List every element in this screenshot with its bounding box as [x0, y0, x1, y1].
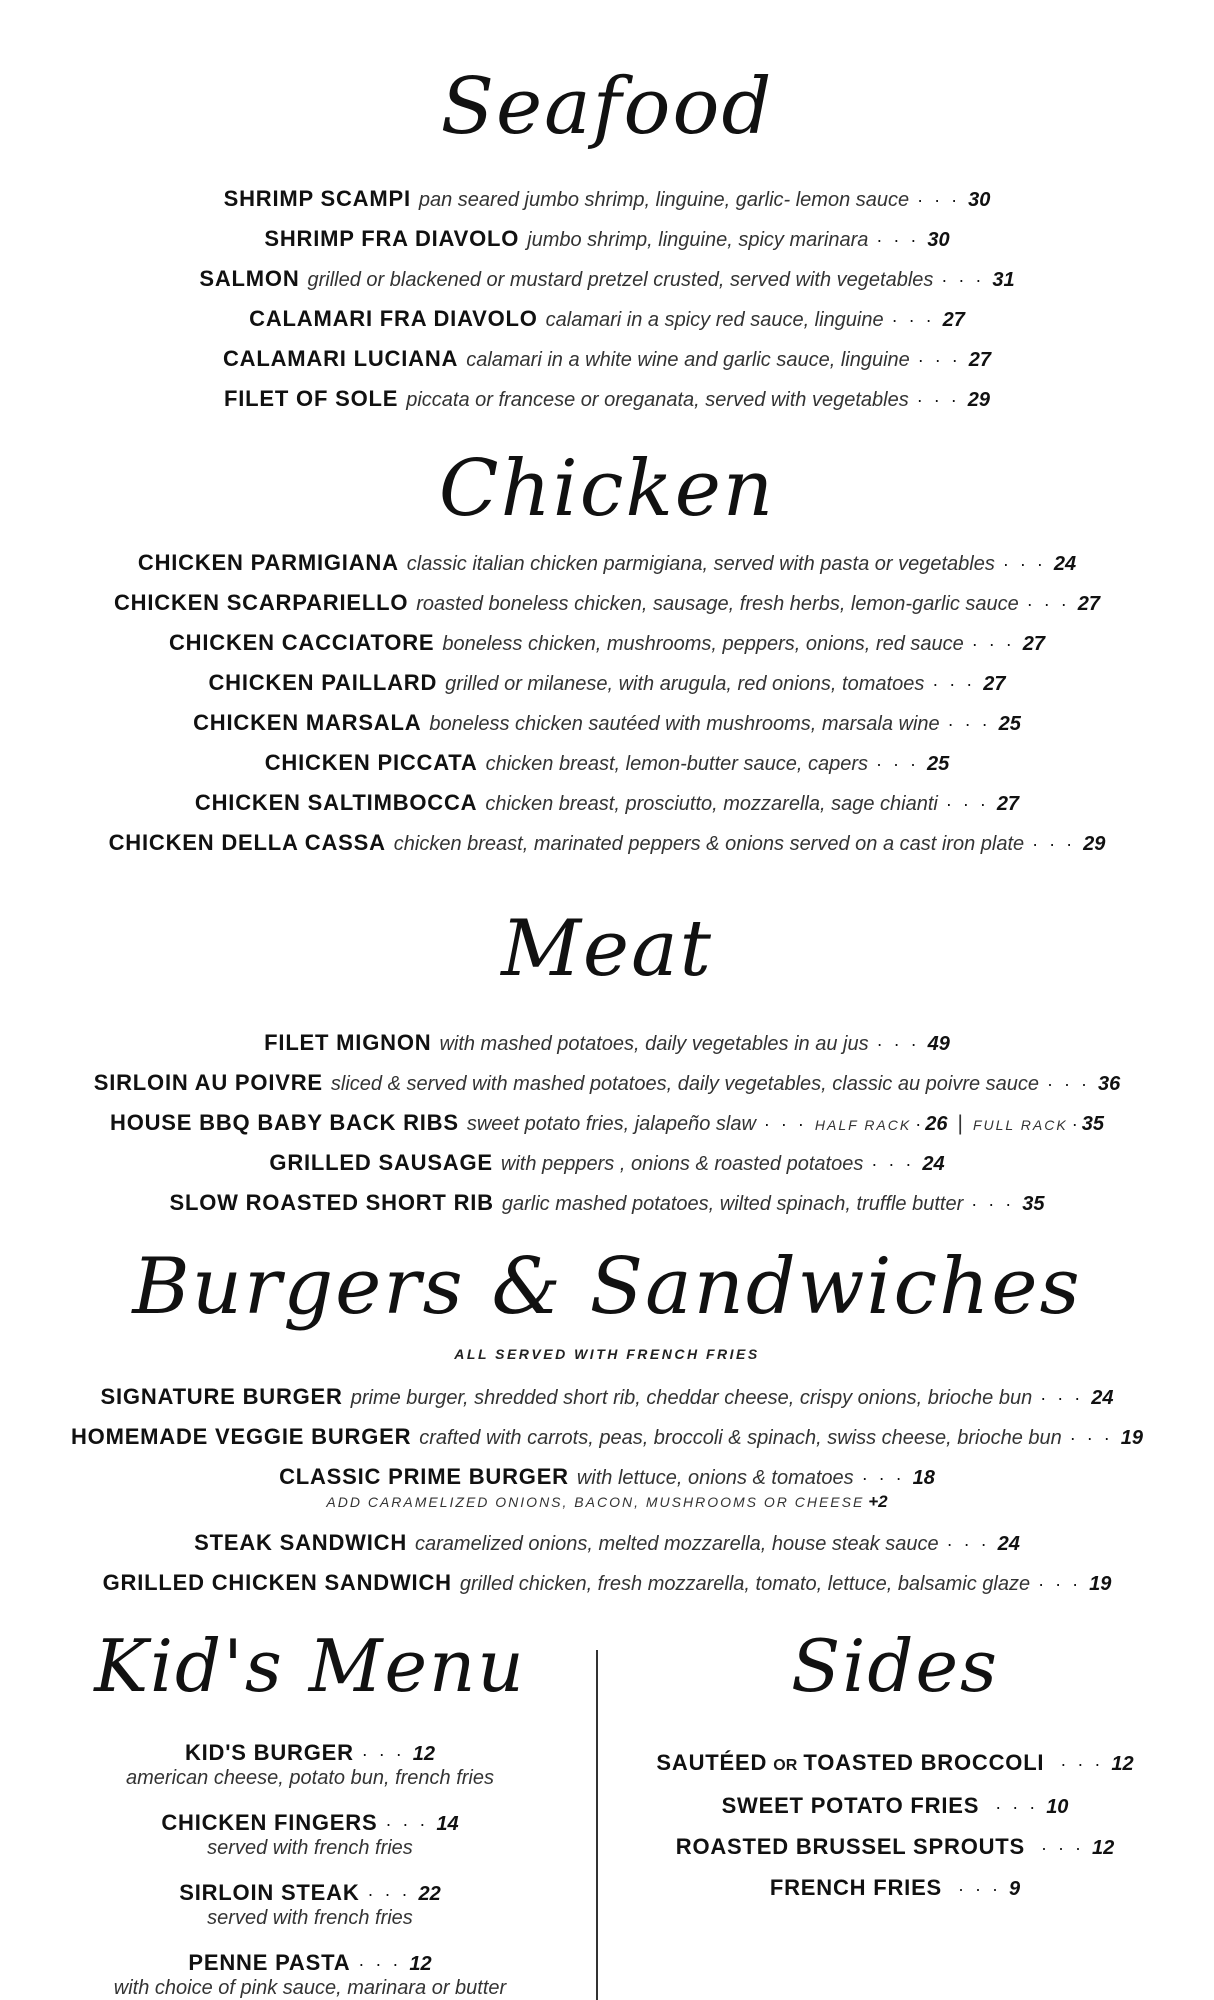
item-dots: · · ·: [385, 1814, 429, 1834]
item-description: classic italian chicken parmigiana, served with pasta or vegetables: [406, 553, 995, 575]
item-dots: · · ·: [367, 1884, 411, 1904]
item-dots: · · ·: [358, 1954, 402, 1974]
item-price: 27: [942, 309, 965, 331]
menu-item: [0, 184, 1214, 215]
item-description: boneless chicken sautéed with mushrooms, marsala wine: [429, 713, 940, 735]
seafood-title: Seafood: [440, 62, 774, 152]
item-dots: · · ·: [763, 1114, 807, 1134]
item-name-part2: TOASTED BROCCOLI: [803, 1750, 1045, 1775]
addon-price: +2: [868, 1492, 888, 1511]
item-description: sweet potato fries, jalapeño slaw: [466, 1113, 756, 1135]
item-dots: · · ·: [971, 1194, 1015, 1214]
item-name: CHICKEN PICCATA: [264, 750, 478, 775]
kids-menu-title: Kid's Menu: [94, 1624, 526, 1708]
item-name: ROASTED BRUSSEL SPROUTS: [675, 1834, 1026, 1859]
item-name: SHRIMP SCAMPI: [223, 186, 411, 211]
item-description: crafted with carrots, peas, broccoli & spinach, swiss cheese, brioche bun: [419, 1427, 1062, 1449]
item-price: 31: [992, 269, 1015, 291]
item-dots: · · ·: [917, 350, 961, 370]
item-description: piccata or francese or oreganata, served with vegetables: [406, 389, 909, 411]
item-description: with peppers , onions & roasted potatoes: [500, 1153, 864, 1175]
item-dots: · · ·: [1026, 594, 1070, 614]
menu-item: [0, 788, 1214, 819]
burgers-title: Burgers & Sandwiches: [132, 1242, 1082, 1332]
menu-item: [0, 1382, 1214, 1413]
item-price: 25: [998, 713, 1021, 735]
item-dots: · · ·: [361, 1744, 405, 1764]
item-name-or: OR: [773, 1757, 798, 1774]
menu-item: [0, 1568, 1214, 1599]
item-price: 27: [1022, 633, 1045, 655]
item-price: 19: [1089, 1573, 1112, 1595]
item-description: chicken breast, lemon-butter sauce, capers: [485, 753, 869, 775]
item-price: 25: [927, 753, 950, 775]
menu-item: [0, 1422, 1214, 1453]
menu-item-ribs: [0, 1108, 1214, 1140]
chicken-title: Chicken: [438, 444, 776, 534]
item-price: 35: [1022, 1193, 1045, 1215]
item-dots: · · ·: [1038, 1574, 1082, 1594]
item-dots: · · ·: [1032, 834, 1076, 854]
side-item: [610, 1791, 1180, 1822]
item-description: chicken breast, marinated peppers & onions served on a cast iron plate: [393, 833, 1025, 855]
item-price: 12: [1111, 1753, 1134, 1775]
item-name: SIGNATURE BURGER: [100, 1384, 343, 1409]
item-name: CHICKEN SALTIMBOCCA: [194, 790, 478, 815]
menu-item: [0, 588, 1214, 619]
item-dots: · · ·: [947, 714, 991, 734]
item-name: CLASSIC PRIME BURGER: [279, 1464, 569, 1489]
item-price: 27: [983, 673, 1006, 695]
item-description: jumbo shrimp, linguine, spicy marinara: [527, 229, 869, 251]
item-dots: · · ·: [871, 1154, 915, 1174]
item-name: SALMON: [199, 266, 300, 291]
item-description: with lettuce, onions & tomatoes: [576, 1467, 854, 1489]
item-name: CHICKEN SCARPARIELLO: [113, 590, 409, 615]
item-description: caramelized onions, melted mozzarella, house steak sauce: [415, 1533, 939, 1555]
item-name: SLOW ROASTED SHORT RIB: [169, 1190, 494, 1215]
menu-item: [0, 1068, 1214, 1099]
item-name: SIRLOIN AU POIVRE: [93, 1070, 323, 1095]
item-price: 24: [922, 1153, 945, 1175]
item-dots: · · ·: [891, 310, 935, 330]
kid-item: [40, 1950, 580, 2000]
menu-item: [0, 224, 1214, 255]
menu-item: [0, 304, 1214, 335]
item-description: boneless chicken, mushrooms, peppers, onions, red sauce: [442, 633, 964, 655]
item-price: 29: [967, 389, 990, 411]
kids-menu-column: [40, 1624, 580, 2000]
divider-bar: |: [957, 1112, 963, 1135]
item-dots: · · ·: [1041, 1838, 1084, 1858]
item-name: SHRIMP FRA DIAVOLO: [264, 226, 520, 251]
menu-item: [0, 384, 1214, 415]
item-name: CHICKEN DELLA CASSA: [108, 830, 386, 855]
side-item: [610, 1873, 1180, 1904]
item-price: 24: [1091, 1387, 1114, 1409]
item-dots: · · ·: [946, 1534, 990, 1554]
item-name-part1: SAUTÉED: [656, 1750, 768, 1775]
item-description: with mashed potatoes, daily vegetables in au jus: [439, 1033, 869, 1055]
menu-item: [0, 708, 1214, 739]
menu-item: [0, 628, 1214, 659]
item-dots: · · ·: [916, 390, 960, 410]
item-description: served with french fries: [207, 1907, 413, 1929]
meat-title: Meat: [501, 904, 713, 994]
item-dots: · · ·: [932, 674, 976, 694]
item-dots: · · ·: [876, 754, 919, 774]
full-rack-label: FULL RACK: [972, 1117, 1068, 1133]
item-description: prime burger, shredded short rib, cheddar cheese, crispy onions, brioche bun: [350, 1387, 1033, 1409]
item-name: GRILLED CHICKEN SANDWICH: [102, 1570, 452, 1595]
item-price: 19: [1120, 1427, 1144, 1449]
item-name: CALAMARI LUCIANA: [222, 346, 459, 371]
item-name: SIRLOIN STEAK: [179, 1880, 360, 1905]
menu-item: [0, 1028, 1214, 1059]
item-price: 24: [997, 1533, 1020, 1555]
item-description: calamari in a white wine and garlic sauce, linguine: [466, 349, 910, 371]
item-dots: · · ·: [958, 1879, 1002, 1899]
menu-item: [0, 264, 1214, 295]
menu-item: [0, 1188, 1214, 1219]
item-description: with choice of pink sauce, marinara or butter: [113, 1977, 507, 1999]
menu-item: [0, 668, 1214, 699]
item-dots: · · ·: [876, 1034, 920, 1054]
item-description: grilled chicken, fresh mozzarella, tomato, lettuce, balsamic glaze: [459, 1573, 1031, 1595]
item-name: CALAMARI FRA DIAVOLO: [249, 306, 538, 331]
menu-item: [0, 344, 1214, 375]
item-price: 12: [409, 1953, 432, 1975]
item-name: CHICKEN MARSALA: [193, 710, 422, 735]
item-description: american cheese, potato bun, french fries: [126, 1767, 494, 1789]
column-divider: [596, 1650, 598, 2000]
item-name: CHICKEN FINGERS: [161, 1810, 378, 1835]
item-name: FILET MIGNON: [264, 1030, 432, 1055]
item-dots: · · ·: [1060, 1754, 1104, 1774]
item-price: 30: [927, 229, 950, 251]
item-price: 29: [1083, 833, 1106, 855]
half-rack-price: 26: [925, 1113, 948, 1135]
item-price: 12: [412, 1743, 436, 1765]
sides-column: [610, 1624, 1180, 1914]
kid-item: [40, 1880, 580, 1930]
item-price: 14: [436, 1813, 459, 1835]
item-description: garlic mashed potatoes, wilted spinach, truffle butter: [501, 1193, 964, 1215]
item-name: FILET OF SOLE: [224, 386, 399, 411]
item-name: HOMEMADE VEGGIE BURGER: [70, 1424, 412, 1449]
item-description: calamari in a spicy red sauce, linguine: [545, 309, 884, 331]
item-price: 9: [1009, 1878, 1021, 1900]
item-dots: · · ·: [917, 190, 961, 210]
menu-item: [0, 828, 1214, 859]
item-name: STEAK SANDWICH: [194, 1530, 408, 1555]
menu-item: [0, 1528, 1214, 1559]
menu-item: [0, 1148, 1214, 1179]
item-dots: · · ·: [1047, 1074, 1091, 1094]
item-dots: · · ·: [876, 230, 920, 250]
burger-addon: [0, 1492, 1214, 1512]
bullet: ·: [1071, 1114, 1078, 1134]
item-description: grilled or blackened or mustard pretzel crusted, served with vegetables: [307, 269, 934, 291]
item-name: CHICKEN CACCIATORE: [168, 630, 435, 655]
item-price: 49: [927, 1033, 950, 1055]
side-item: [610, 1748, 1180, 1781]
full-rack-price: 35: [1081, 1113, 1104, 1135]
item-name: CHICKEN PARMIGIANA: [137, 550, 399, 575]
item-description: sliced & served with mashed potatoes, daily vegetables, classic au poivre sauce: [330, 1073, 1040, 1095]
item-name: SWEET POTATO FRIES: [721, 1793, 980, 1818]
item-dots: · · ·: [945, 794, 989, 814]
item-name: CHICKEN PAILLARD: [208, 670, 438, 695]
item-price: 24: [1053, 553, 1077, 575]
kid-item: [40, 1810, 580, 1860]
item-name: GRILLED SAUSAGE: [269, 1150, 493, 1175]
item-price: 27: [996, 793, 1020, 815]
item-dots: · · ·: [941, 270, 985, 290]
item-name: HOUSE BBQ BABY BACK RIBS: [110, 1110, 459, 1135]
menu-item: [0, 748, 1214, 779]
item-price: 22: [418, 1883, 441, 1905]
item-dots: · · ·: [1040, 1388, 1084, 1408]
item-dots: · · ·: [971, 634, 1015, 654]
half-rack-label: HALF RACK: [814, 1117, 912, 1133]
item-description: served with french fries: [207, 1837, 413, 1859]
item-description: pan seared jumbo shrimp, linguine, garlic- lemon sauce: [418, 189, 910, 211]
item-dots: · · ·: [861, 1468, 905, 1488]
item-description: grilled or milanese, with arugula, red onions, tomatoes: [445, 673, 925, 695]
menu-item: [0, 548, 1214, 579]
item-dots: · · ·: [1069, 1428, 1113, 1448]
item-price: 18: [912, 1467, 935, 1489]
item-price: 12: [1092, 1837, 1115, 1859]
addon-text: ADD CARAMELIZED ONIONS, BACON, MUSHROOMS OR CHEESE: [326, 1494, 865, 1510]
item-dots: · · ·: [995, 1797, 1039, 1817]
sides-title: Sides: [791, 1624, 999, 1708]
item-description: roasted boneless chicken, sausage, fresh herbs, lemon-garlic sauce: [416, 593, 1019, 615]
item-name: KID'S BURGER: [184, 1740, 354, 1765]
item-price: 10: [1046, 1796, 1069, 1818]
item-dots: · · ·: [1002, 554, 1046, 574]
item-name: PENNE PASTA: [188, 1950, 351, 1975]
burgers-subtitle: ALL SERVED WITH FRENCH FRIES: [454, 1346, 760, 1362]
item-price: 30: [968, 189, 991, 211]
menu-item: [0, 1462, 1214, 1493]
side-item: [610, 1832, 1180, 1863]
bullet: ·: [915, 1114, 922, 1134]
item-description: chicken breast, prosciutto, mozzarella, sage chianti: [485, 793, 938, 815]
item-price: 27: [968, 349, 992, 371]
item-name: FRENCH FRIES: [769, 1875, 943, 1900]
kid-item: [40, 1740, 580, 1790]
item-price: 36: [1098, 1073, 1121, 1095]
item-price: 27: [1077, 593, 1101, 615]
